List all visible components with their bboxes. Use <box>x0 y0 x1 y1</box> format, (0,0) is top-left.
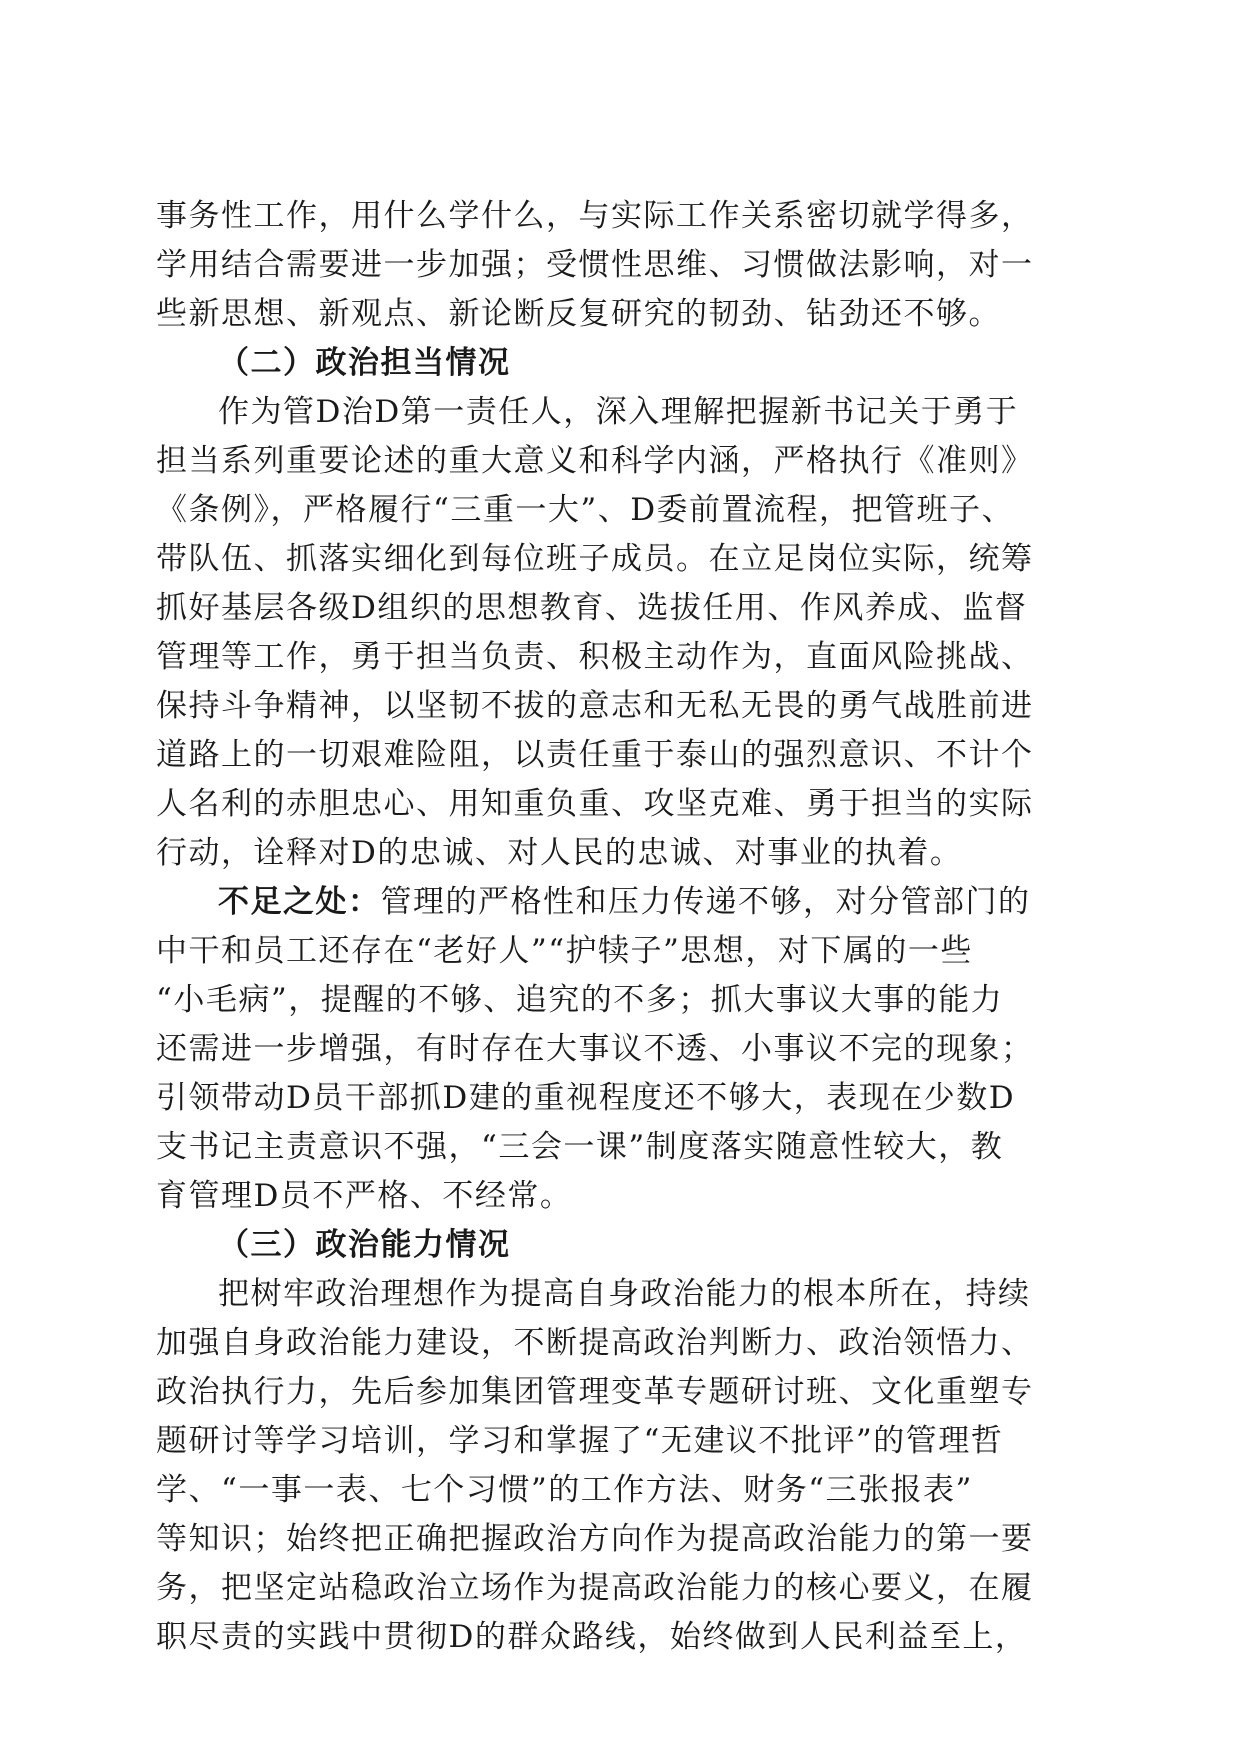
section-two-line: 人名利的赤胆忠心、用知重负重、攻坚克难、勇于担当的实际 <box>156 786 1034 822</box>
shortcoming-line: 引领带动D员干部抓D建的重视程度还不够大，表现在少数D <box>156 1080 1016 1116</box>
shortcoming-first-line <box>156 878 1086 927</box>
shortcoming-line: 中干和员工还存在“老好人”“护犊子”思想，对下属的一些 <box>156 933 973 969</box>
section-two-line: 担当系列重要论述的重大意义和科学内涵，严格执行《准则》 <box>156 443 1034 479</box>
section-two-heading: （二）政治担当情况 <box>218 345 511 381</box>
section-two-line: 保持斗争精神，以坚韧不拔的意志和无私无畏的勇气战胜前进 <box>156 688 1034 724</box>
section-two-line: 行动，诠释对D的忠诚、对人民的忠诚、对事业的执着。 <box>156 835 963 871</box>
intro-line: 学用结合需要进一步加强；受惯性思维、习惯做法影响，对一 <box>156 247 1034 283</box>
shortcoming-label: 不足之处： <box>218 884 381 920</box>
shortcoming-first-text: 管理的严格性和压力传递不够，对分管部门的 <box>380 884 1031 920</box>
section-three-line: 题研讨等学习培训，学习和掌握了“无建议不批评”的管理哲 <box>156 1423 1004 1459</box>
section-two-line: 道路上的一切艰难险阻，以责任重于泰山的强烈意识、不计个 <box>156 737 1034 773</box>
section-two-line: 管理等工作，勇于担当负责、积极主动作为，直面风险挑战、 <box>156 639 1034 675</box>
section-two-line: 抓好基层各级D组织的思想教育、选拔任用、作风养成、监督 <box>156 590 1028 626</box>
intro-line: 些新思想、新观点、新论断反复研究的韧劲、钻劲还不够。 <box>156 296 1001 332</box>
section-three-line: 等知识；始终把正确把握政治方向作为提高政治能力的第一要 <box>156 1521 1034 1557</box>
section-three-line: 学、“一事一表、七个习惯”的工作方法、财务“三张报表” <box>156 1472 973 1508</box>
section-three-line: 务，把坚定站稳政治立场作为提高政治能力的核心要义，在履 <box>156 1570 1034 1606</box>
section-three-line: 加强自身政治能力建设，不断提高政治判断力、政治领悟力、 <box>156 1325 1034 1361</box>
shortcoming-line: 还需进一步增强，有时存在大事议不透、小事议不完的现象； <box>156 1031 1034 1067</box>
section-three-line: 把树牢政治理想作为提高自身政治能力的根本所在，持续 <box>218 1276 1031 1312</box>
section-two-line: 带队伍、抓落实细化到每位班子成员。在立足岗位实际，统筹 <box>156 541 1034 577</box>
section-three-line: 政治执行力，先后参加集团管理变革专题研讨班、文化重塑专 <box>156 1374 1034 1410</box>
shortcoming-line: 支书记主责意识不强，“三会一课”制度落实随意性较大，教 <box>156 1129 1004 1165</box>
section-three-heading: （三）政治能力情况 <box>218 1227 511 1263</box>
intro-line: 事务性工作，用什么学什么，与实际工作关系密切就学得多， <box>156 198 1034 234</box>
section-two-line: 《条例》，严格履行“三重一大”、D委前置流程，把管班子、 <box>156 492 1015 528</box>
document-body <box>156 192 1086 1662</box>
shortcoming-line: “小毛病”，提醒的不够、追究的不多；抓大事议大事的能力 <box>156 982 1004 1018</box>
section-three-line: 职尽责的实践中贯彻D的群众路线，始终做到人民利益至上， <box>156 1619 1028 1655</box>
shortcoming-line: 育管理D员不严格、不经常。 <box>156 1178 573 1214</box>
section-two-line: 作为管D治D第一责任人，深入理解把握新书记关于勇于 <box>218 394 1019 430</box>
